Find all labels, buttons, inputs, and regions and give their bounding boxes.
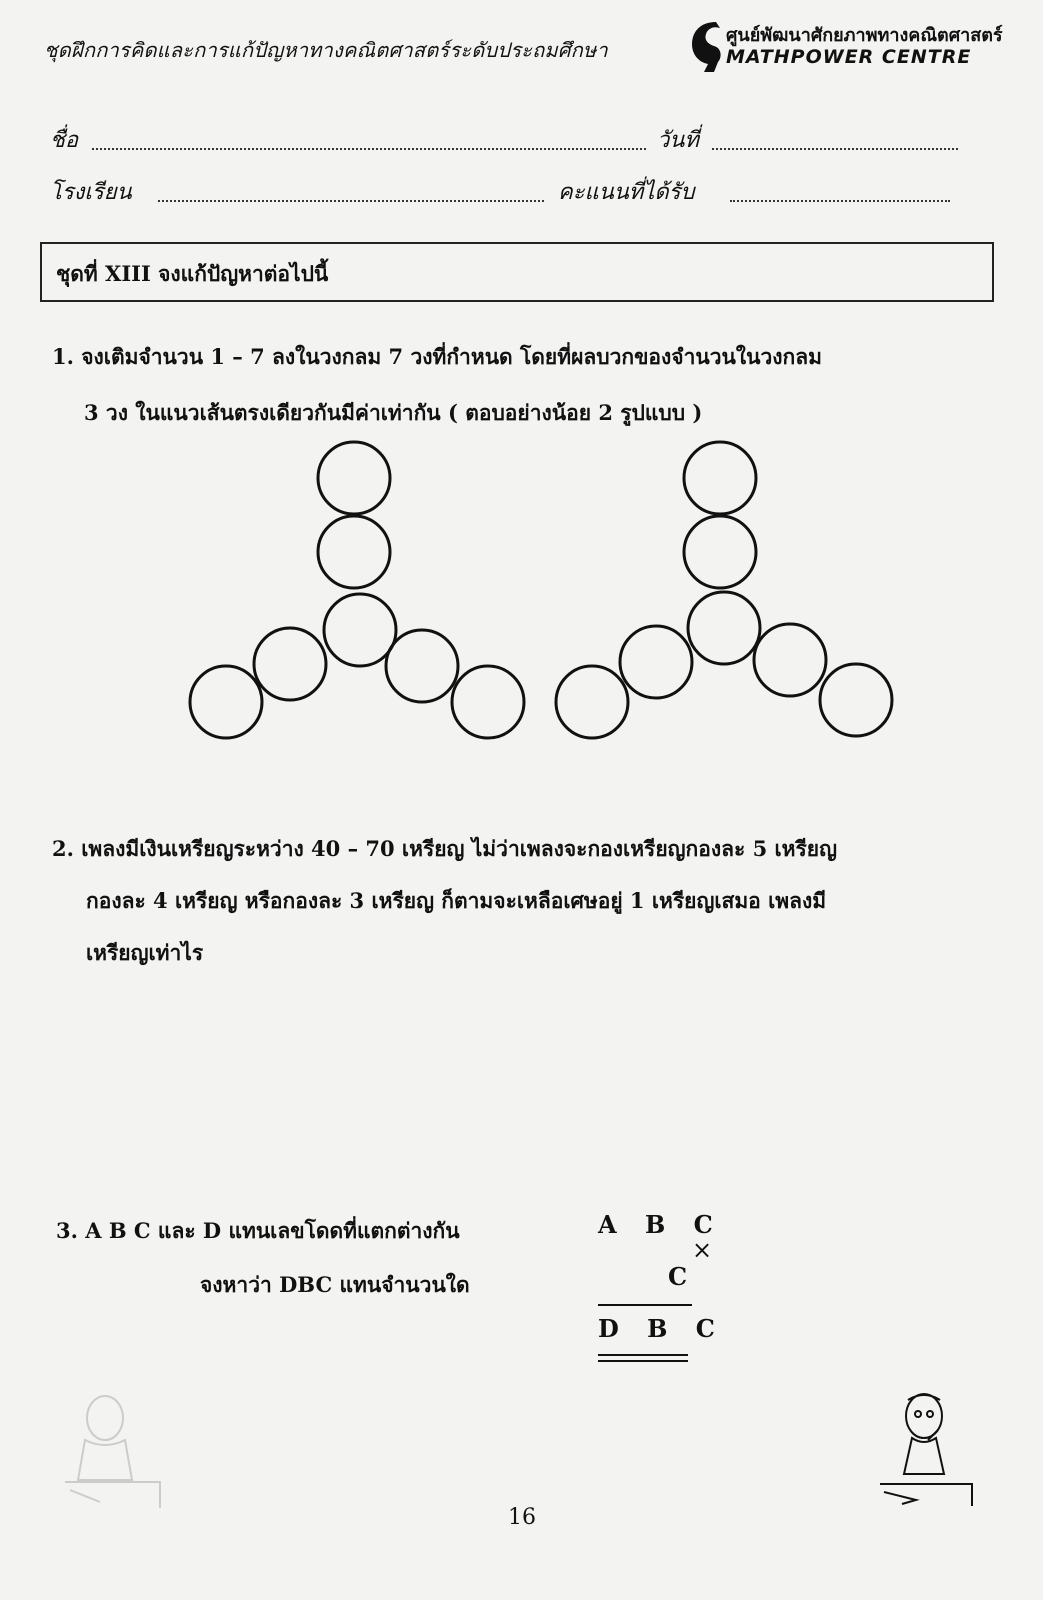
set-title-box [40, 242, 994, 302]
question-2-line-1: 2. เพลงมีเงินเหรียญระหว่าง 40 – 70 เหรียญ ไม่ว่าเพลงจะกองเหรียญกองละ 5 เหรียญ [52, 836, 837, 861]
cartoon-student-left-icon [60, 1390, 170, 1510]
left-circle-5[interactable] [190, 666, 262, 738]
mult-double-rule-top [598, 1354, 688, 1356]
question-1-line-2: 3 วง ในแนวเส้นตรงเดียวกันมีค่าเท่ากัน ( ตอบอย่างน้อย 2 รูปแบบ ) [84, 400, 703, 425]
date-label: วันที่ [657, 128, 699, 153]
right-circle-6[interactable] [754, 624, 826, 696]
question-3-line-1: 3. A B C และ D แทนเลขโดดที่แตกต่างกัน [56, 1218, 460, 1243]
circle-puzzle-diagram [0, 430, 1043, 760]
set-title: ชุดที่ XIII จงแก้ปัญหาต่อไปนี้ [56, 261, 329, 286]
question-2-line-3: เหรียญเท่าไร [86, 940, 204, 965]
left-circle-6[interactable] [386, 630, 458, 702]
mult-row-2: C [668, 1262, 698, 1291]
school-line[interactable] [158, 200, 544, 202]
mathpower-logo [686, 18, 1004, 74]
name-label: ชื่อ [50, 128, 79, 153]
right-circle-4[interactable] [620, 626, 692, 698]
school-label: โรงเรียน [50, 180, 132, 205]
date-line[interactable] [712, 148, 958, 150]
logo-mark-icon [686, 18, 726, 74]
mult-result: D B C [598, 1314, 725, 1343]
question-1-line-1: 1. จงเติมจำนวน 1 – 7 ลงในวงกลม 7 วงที่กำหนด โดยที่ผลบวกของจำนวนในวงกลม [52, 344, 822, 369]
score-line[interactable] [730, 200, 950, 202]
right-circle-1[interactable] [684, 442, 756, 514]
right-circle-7[interactable] [820, 664, 892, 736]
left-circle-center[interactable] [324, 594, 396, 666]
mult-double-rule-bottom [598, 1360, 688, 1362]
logo-thai-text: ศูนย์พัฒนาศักยภาพทางคณิตศาสตร์ [726, 25, 1003, 46]
right-circle-5[interactable] [556, 666, 628, 738]
left-circle-2[interactable] [318, 516, 390, 588]
left-circle-7[interactable] [452, 666, 524, 738]
left-circle-1[interactable] [318, 442, 390, 514]
mult-sign: × [692, 1236, 723, 1264]
logo-english-text: MATHPOWER CENTRE [726, 46, 972, 68]
left-circle-4[interactable] [254, 628, 326, 700]
score-label: คะแนนที่ได้รับ [558, 180, 695, 205]
question-2-line-2: กองละ 4 เหรียญ หรือกองละ 3 เหรียญ ก็ตามจะเหลือเศษอยู่ 1 เหรียญเสมอ เพลงมี [86, 888, 827, 913]
header-title: ชุดฝึกการคิดและการแก้ปัญหาทางคณิตศาสตร์ระดับประถมศึกษา [44, 38, 608, 62]
right-circle-center[interactable] [688, 592, 760, 664]
name-line[interactable] [92, 148, 646, 150]
mult-rule [598, 1304, 692, 1306]
mult-row-1: A B C [598, 1210, 723, 1239]
question-3-line-2: จงหาว่า DBC แทนจำนวนใด [200, 1272, 470, 1297]
page-number: 16 [508, 1505, 536, 1530]
right-circle-2[interactable] [684, 516, 756, 588]
cartoon-student-thinking-icon [872, 1390, 982, 1508]
